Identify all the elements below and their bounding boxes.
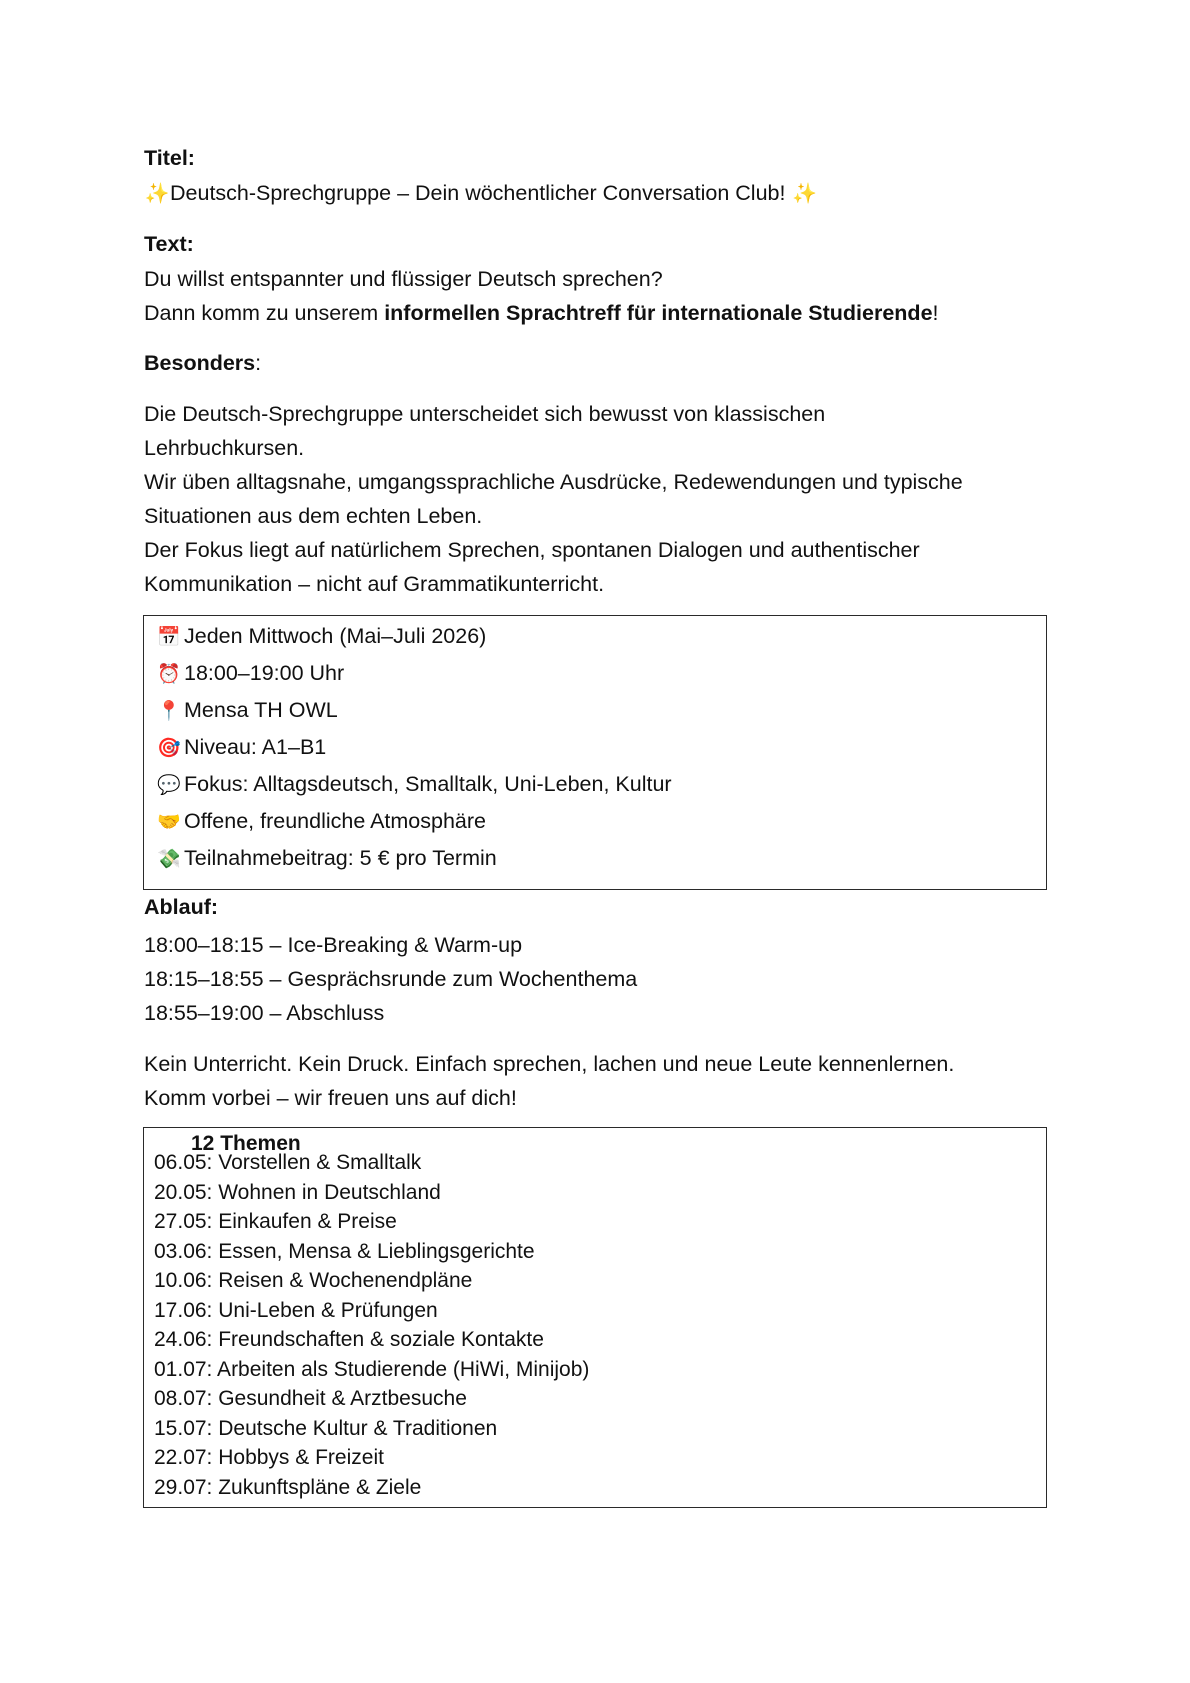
themes-heading: 12 Themen — [191, 1132, 301, 1155]
pin-icon: 📍 — [157, 701, 181, 722]
ablauf-item: 18:55–19:00 – Abschluss — [144, 1001, 385, 1025]
besonders-line: Lehrbuchkursen. — [144, 436, 305, 460]
info-item — [156, 623, 486, 651]
theme-item: 24.06: Freundschaften & soziale Kontakte — [154, 1328, 544, 1351]
info-item-text: Mensa TH OWL — [184, 698, 338, 722]
theme-item: 22.07: Hobbys & Freizeit — [154, 1446, 384, 1469]
event-title — [144, 180, 817, 207]
intro-prefix: Dann komm zu unserem — [144, 301, 385, 325]
theme-item: 01.07: Arbeiten als Studierende (HiWi, Minijob) — [154, 1357, 590, 1381]
closing-line: Komm vorbei – wir freuen uns auf dich! — [144, 1086, 517, 1110]
info-item — [156, 808, 486, 836]
event-title-text: Deutsch-Sprechgruppe – Dein wöchentlicher Conversation Club! — [170, 181, 786, 205]
theme-item: 06.05: Vorstellen & Smalltalk — [154, 1151, 422, 1174]
text-label: Text: — [144, 232, 194, 256]
sparkles-icon: ✨ — [792, 183, 817, 205]
ablauf-item: 18:15–18:55 – Gesprächsrunde zum Wochenthema — [144, 967, 638, 991]
info-item — [156, 845, 497, 873]
besonders-line: Wir üben alltagsnahe, umgangssprachliche Ausdrücke, Redewendungen und typische — [144, 470, 963, 494]
info-item — [156, 734, 326, 762]
info-item — [156, 660, 344, 688]
title-label: Titel: — [144, 146, 195, 170]
theme-item: 15.07: Deutsche Kultur & Traditionen — [154, 1416, 498, 1440]
closing-line: Kein Unterricht. Kein Druck. Einfach sprechen, lachen und neue Leute kennenlernen. — [144, 1052, 955, 1076]
theme-item: 08.07: Gesundheit & Arztbesuche — [154, 1387, 467, 1410]
alarm-clock-icon: ⏰ — [157, 664, 181, 685]
calendar-icon: 📅 — [157, 627, 181, 648]
theme-item: 27.05: Einkaufen & Preise — [154, 1210, 397, 1233]
info-item-text: Offene, freundliche Atmosphäre — [184, 809, 486, 833]
ablauf-label: Ablauf: — [144, 895, 219, 919]
theme-item: 03.06: Essen, Mensa & Lieblingsgerichte — [154, 1239, 535, 1263]
besonders-line: Situationen aus dem echten Leben. — [144, 504, 483, 528]
intro-question: Du willst entspannter und flüssiger Deutsch sprechen? — [144, 267, 663, 291]
info-item-text: 18:00–19:00 Uhr — [184, 661, 345, 685]
target-icon: 🎯 — [157, 738, 181, 759]
besonders-heading — [144, 350, 261, 376]
money-wings-icon: 💸 — [157, 849, 181, 870]
info-item-text: Fokus: Alltagsdeutsch, Smalltalk, Uni-Leben, Kultur — [184, 772, 672, 796]
intro-highlight: informellen Sprachtreff für internationale Studierende — [384, 301, 933, 325]
besonders-colon: : — [255, 351, 262, 375]
besonders-line: Der Fokus liegt auf natürlichem Sprechen, spontanen Dialogen und authentischer — [144, 538, 920, 562]
info-item — [156, 697, 338, 725]
theme-item: 29.07: Zukunftspläne & Ziele — [154, 1475, 422, 1499]
sparkles-icon: ✨ — [144, 183, 170, 205]
info-item-text: Jeden Mittwoch (Mai–Juli 2026) — [184, 624, 487, 648]
event-info-box — [143, 615, 1047, 890]
info-item — [156, 771, 672, 799]
themes-box — [143, 1127, 1047, 1508]
intro-invitation — [144, 300, 939, 326]
theme-item: 20.05: Wohnen in Deutschland — [154, 1180, 441, 1204]
theme-item: 17.06: Uni-Leben & Prüfungen — [154, 1298, 438, 1322]
besonders-label: Besonders — [144, 351, 256, 375]
besonders-line: Die Deutsch-Sprechgruppe unterscheidet sich bewusst von klassischen — [144, 402, 826, 426]
speech-bubble-icon: 💬 — [157, 775, 181, 796]
theme-item: 10.06: Reisen & Wochenendpläne — [154, 1269, 473, 1292]
info-item-text: Teilnahmebeitrag: 5 € pro Termin — [184, 846, 497, 870]
handshake-icon: 🤝 — [157, 812, 181, 833]
ablauf-item: 18:00–18:15 – Ice-Breaking & Warm-up — [144, 933, 523, 957]
intro-suffix: ! — [932, 301, 939, 325]
info-item-text: Niveau: A1–B1 — [184, 735, 327, 759]
besonders-line: Kommunikation – nicht auf Grammatikunterricht. — [144, 572, 605, 596]
